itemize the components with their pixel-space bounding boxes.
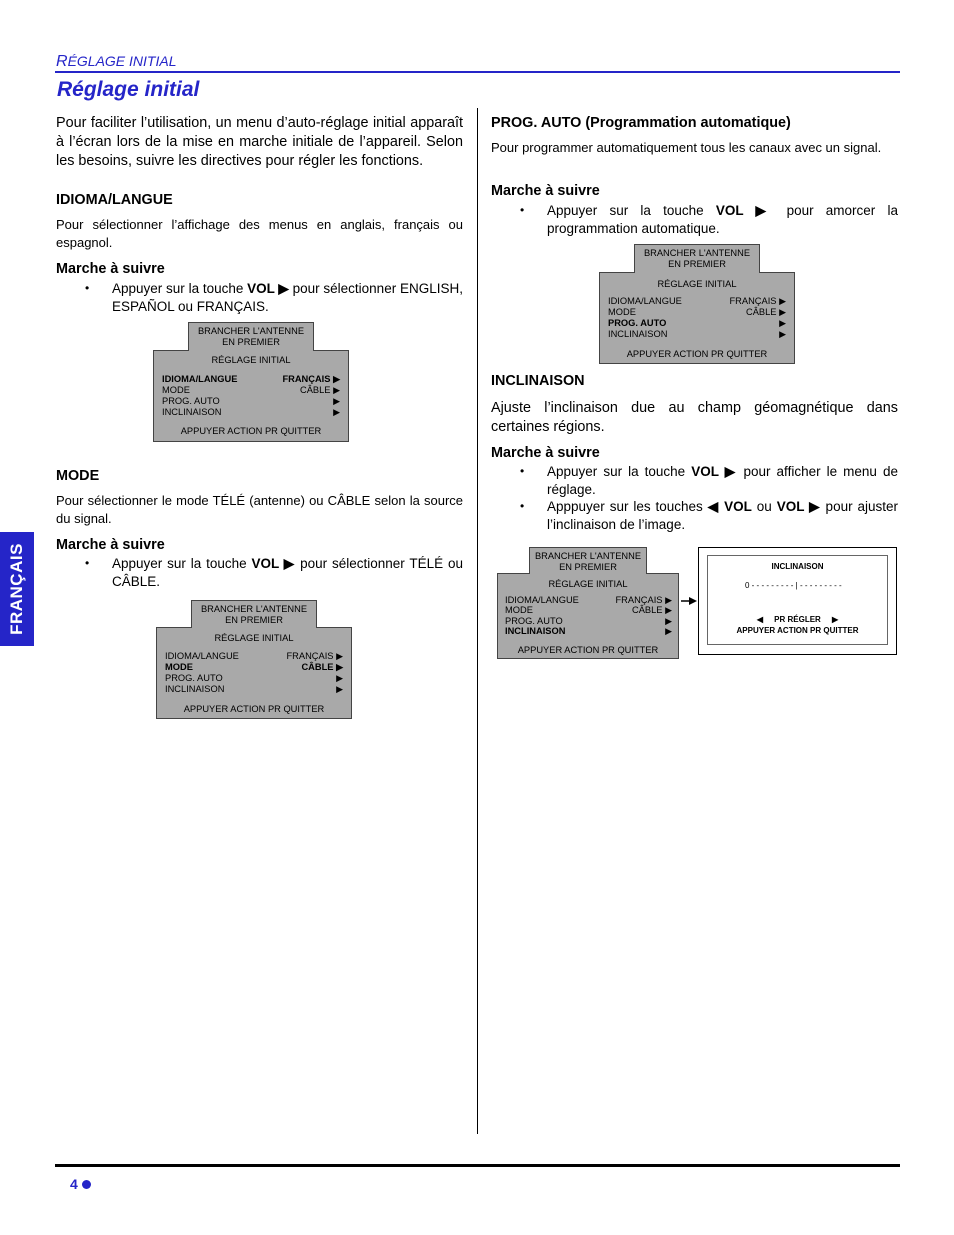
language-tab: FRANÇAIS bbox=[0, 532, 34, 646]
incl-text: Ajuste l’inclinaison due au champ géomagnétique dans certaines régions. bbox=[491, 400, 898, 435]
header-rule bbox=[55, 71, 900, 73]
osd-menu-incl: RÉGLAGE INITIAL IDIOMA/LANGUE FRANÇAIS ▶ MODE CÂBLE ▶ PROG. AUTO ▶ INCLINAISON ▶ APPUYER ACTION PR QUITTER bbox=[497, 573, 679, 659]
arrow-left-icon: ◀ bbox=[756, 615, 764, 624]
osd-menu-idioma: RÉGLAGE INITIAL IDIOMA/LANGUE FRANÇAIS ▶ MODE CÂBLE ▶ PROG. AUTO ▶ INCLINAISON ▶ APPUYER ACTION PR QUITTER bbox=[153, 350, 349, 442]
osd-tab-incl: BRANCHER L'ANTENNE EN PREMIER bbox=[529, 547, 647, 574]
idioma-text: Pour sélectionner l’affichage des menus en anglais, français ou espagnol. bbox=[56, 217, 463, 250]
incl-screen bbox=[698, 547, 897, 655]
mode-bullet: • Appuyer sur la touche VOL ▶ pour sélectionner TÉLÉ ou CÂBLE. bbox=[85, 556, 463, 589]
bullet-dot-icon bbox=[82, 1180, 91, 1189]
prog-heading: PROG. AUTO (Programmation automatique) bbox=[491, 115, 791, 131]
intro-paragraph: Pour faciliter l’utilisation, un menu d’auto-réglage initial apparaît à l’écran lors de la mise en marche initiale de l’appareil. Selon les besoins, suivre les directives pour régler les fonctions. bbox=[56, 115, 463, 169]
running-head: RÉGLAGE INITIAL bbox=[56, 53, 177, 70]
incl-bullet-2: • Apppuyer sur les touches ◀ VOL ou VOL ▶ pour ajuster l’inclinaison de l’image. bbox=[520, 499, 898, 532]
idioma-heading: IDIOMA/LANGUE bbox=[56, 192, 173, 208]
page-title: Réglage initial bbox=[57, 78, 200, 101]
mode-procedure: Marche à suivre bbox=[56, 537, 165, 553]
mode-heading: MODE bbox=[56, 468, 100, 484]
incl-procedure: Marche à suivre bbox=[491, 445, 600, 461]
incl-adjust-row: ◀ PR RÉGLER ▶ bbox=[756, 615, 839, 624]
prog-procedure: Marche à suivre bbox=[491, 183, 600, 199]
osd-menu-prog: RÉGLAGE INITIAL IDIOMA/LANGUE FRANÇAIS ▶ MODE CÂBLE ▶ PROG. AUTO ▶ INCLINAISON ▶ APPUYER ACTION PR QUITTER bbox=[599, 272, 795, 364]
page-number: 4 bbox=[70, 1176, 91, 1192]
incl-bullet-1: • Appuyer sur la touche VOL ▶ pour afficher le menu de réglage. bbox=[520, 464, 898, 497]
incl-screen-title: INCLINAISON bbox=[771, 562, 824, 571]
osd-tab-idioma: BRANCHER L'ANTENNE EN PREMIER bbox=[188, 322, 314, 351]
mode-text: Pour sélectionner le mode TÉLÉ (antenne) ou CÂBLE selon la source du signal. bbox=[56, 493, 463, 526]
idioma-procedure: Marche à suivre bbox=[56, 261, 165, 277]
prog-bullet: • Appuyer sur la touche VOL ▶ pour amorcer la programmation automatique. bbox=[520, 203, 898, 236]
footer-rule bbox=[55, 1164, 900, 1167]
column-divider bbox=[477, 108, 478, 1134]
osd-menu-mode: RÉGLAGE INITIAL IDIOMA/LANGUE FRANÇAIS ▶ MODE CÂBLE ▶ PROG. AUTO ▶ INCLINAISON ▶ APPUYER ACTION PR QUITTER bbox=[156, 627, 352, 719]
idioma-bullet: • Appuyer sur la touche VOL ▶ pour sélectionner ENGLISH, ESPAÑOL ou FRANÇAIS. bbox=[85, 281, 463, 314]
osd-tab-prog: BRANCHER L'ANTENNE EN PREMIER bbox=[634, 244, 760, 273]
prog-text: Pour programmer automatiquement tous les canaux avec un signal. bbox=[491, 140, 882, 155]
arrow-right-icon bbox=[681, 596, 697, 606]
osd-tab-mode: BRANCHER L'ANTENNE EN PREMIER bbox=[191, 600, 317, 628]
arrow-right-small-icon: ▶ bbox=[831, 615, 839, 624]
incl-scale: 0 - - - - - - - - - | - - - - - - - - - bbox=[745, 581, 842, 590]
incl-quit: APPUYER ACTION PR QUITTER bbox=[736, 626, 859, 635]
incl-heading: INCLINAISON bbox=[491, 373, 585, 389]
